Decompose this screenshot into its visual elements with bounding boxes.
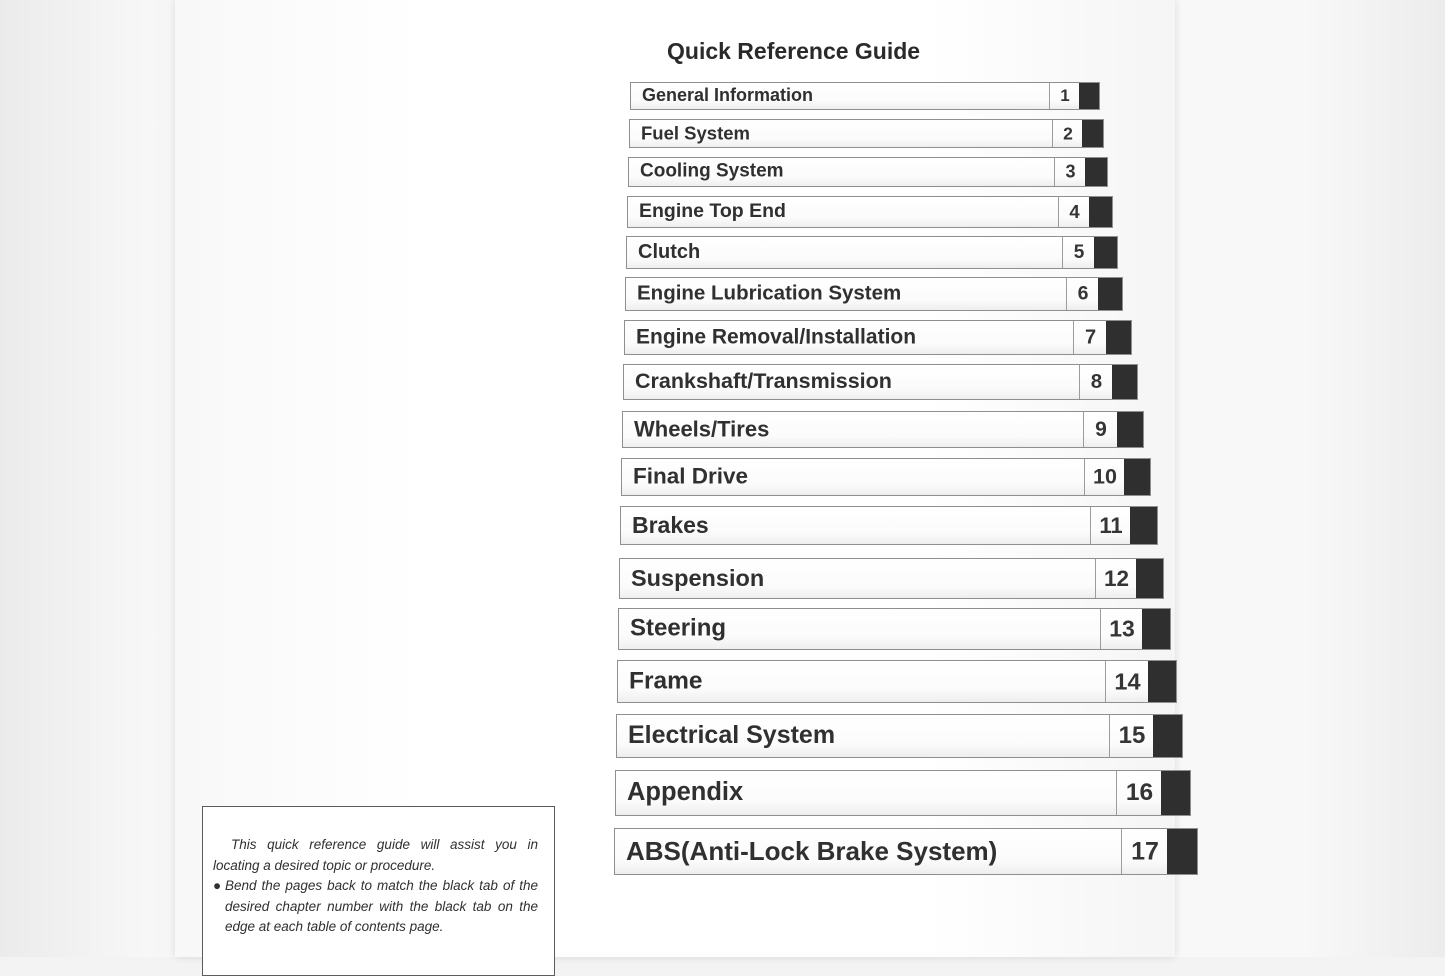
black-chapter-tab	[1124, 459, 1150, 495]
chapter-number: 3	[1065, 161, 1076, 182]
chapter-number: 10	[1093, 464, 1117, 489]
chapter-label: Engine Removal/Installation	[636, 325, 917, 349]
chapter-label: Engine Lubrication System	[637, 281, 902, 305]
chapter-label: Crankshaft/Transmission	[635, 369, 892, 393]
chapter-tab	[615, 770, 1191, 816]
black-chapter-tab	[1117, 412, 1143, 447]
black-chapter-tab	[1142, 609, 1170, 649]
chapter-label: General Information	[642, 85, 814, 106]
chapter-tab	[628, 157, 1108, 187]
chapter-number: 13	[1109, 615, 1135, 642]
chapter-tab	[616, 714, 1183, 758]
chapter-label: Brakes	[632, 511, 709, 538]
chapter-number: 5	[1073, 241, 1085, 263]
black-chapter-tab	[1079, 83, 1099, 109]
black-chapter-tab	[1082, 120, 1103, 147]
black-chapter-tab	[1130, 507, 1157, 544]
chapter-number: 8	[1090, 370, 1103, 393]
chapter-number: 14	[1114, 668, 1141, 694]
chapter-number: 17	[1131, 837, 1159, 865]
chapter-number: 4	[1069, 201, 1080, 222]
chapter-number: 1	[1060, 86, 1070, 105]
black-chapter-tab	[1112, 365, 1137, 399]
chapter-tab	[625, 277, 1123, 311]
chapter-number: 2	[1063, 123, 1073, 143]
chapter-number: 11	[1099, 512, 1123, 538]
black-chapter-tab	[1094, 237, 1117, 268]
chapter-label: Steering	[630, 614, 727, 642]
chapter-number: 9	[1095, 417, 1107, 441]
chapter-tab	[620, 506, 1158, 545]
black-chapter-tab	[1167, 829, 1197, 874]
chapter-label: Clutch	[638, 240, 701, 263]
chapter-tab	[622, 411, 1144, 448]
chapter-tab	[618, 608, 1171, 650]
black-chapter-tab	[1089, 197, 1112, 227]
chapter-tab	[627, 196, 1113, 228]
chapter-tab	[621, 458, 1151, 496]
chapter-tab	[619, 558, 1164, 599]
page-title: Quick Reference Guide	[667, 38, 921, 64]
chapter-tab	[630, 82, 1100, 110]
black-chapter-tab	[1085, 158, 1107, 186]
black-chapter-tab	[1153, 715, 1182, 757]
chapter-label: Cooling System	[640, 160, 784, 182]
instruction-intro: This quick reference guide will assist you in locating a desired topic or procedure.	[213, 837, 538, 873]
chapter-label: Electrical System	[628, 720, 836, 749]
instruction-box	[202, 806, 555, 976]
instruction-bullet-text: Bend the pages back to match the black tab of the desired chapter number with the black tab on the edge at each table of contents page.	[225, 878, 538, 934]
chapter-number: 15	[1118, 722, 1146, 749]
chapter-number: 16	[1125, 779, 1154, 806]
chapter-number: 7	[1084, 326, 1097, 348]
black-chapter-tab	[1106, 321, 1131, 354]
chapter-tab	[614, 828, 1198, 875]
chapter-label: Engine Top End	[639, 200, 786, 223]
chapter-label: Final Drive	[633, 463, 749, 489]
chapter-tab	[624, 320, 1132, 355]
chapter-number: 12	[1103, 565, 1130, 591]
chapter-label: Wheels/Tires	[634, 415, 770, 441]
chapter-label: ABS(Anti-Lock Brake System)	[626, 835, 998, 866]
black-chapter-tab	[1136, 559, 1163, 598]
chapter-tab	[626, 236, 1118, 269]
chapter-tab	[617, 660, 1177, 703]
chapter-label: Appendix	[627, 777, 744, 806]
chapter-label: Frame	[629, 666, 703, 694]
chapter-number: 6	[1077, 282, 1089, 305]
black-chapter-tab	[1098, 278, 1122, 310]
instruction-bullet	[213, 876, 538, 938]
chapter-label: Fuel System	[641, 122, 750, 144]
black-chapter-tab	[1148, 661, 1176, 702]
chapter-label: Suspension	[631, 564, 765, 591]
bullet-dot-icon: ●	[213, 878, 222, 893]
black-chapter-tab	[1161, 771, 1190, 815]
chapter-tab	[623, 364, 1138, 400]
chapter-tab	[629, 119, 1104, 148]
